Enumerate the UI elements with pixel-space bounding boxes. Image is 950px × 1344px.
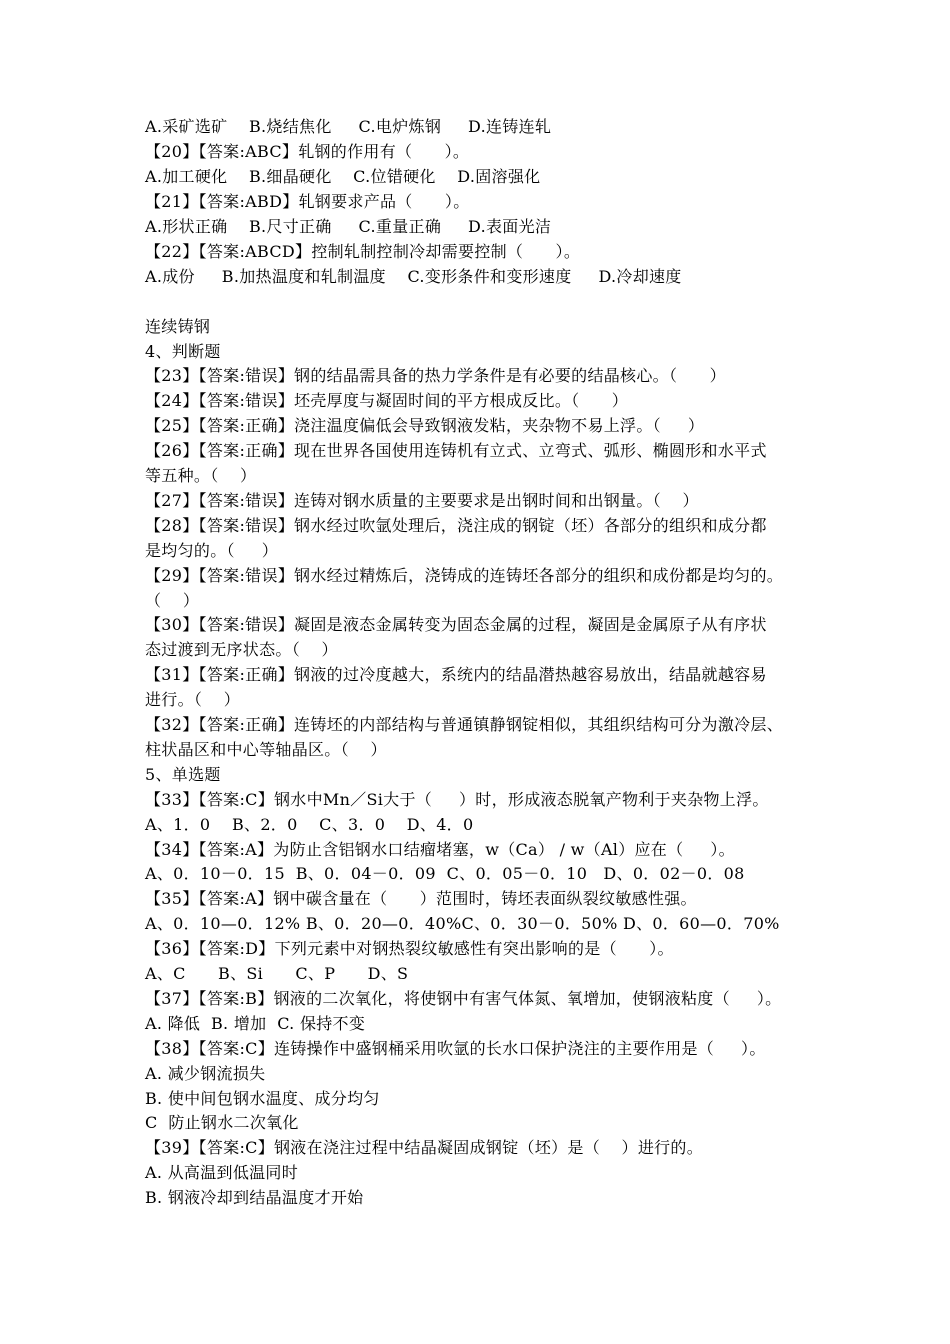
text-line: A.成份 B.加热温度和轧制温度 C.变形条件和变形速度 D.冷却速度	[145, 267, 682, 286]
section-heading: 4、判断题	[145, 342, 221, 361]
text-line: 【32】【答案:正确】连铸坯的内部结构与普通镇静钢锭相似，其组织结构可分为激冷层、	[145, 715, 784, 734]
text-line: 【26】【答案:正确】现在世界各国使用连铸机有立式、立弯式、弧形、椭圆形和水平式	[145, 441, 767, 460]
text-line: 【20】【答案:ABC】轧钢的作用有（ ）。	[145, 142, 470, 161]
text-line: 【38】【答案:C】连铸操作中盛钢桶采用吹氩的长水口保护浇注的主要作用是（ ）。	[145, 1039, 766, 1058]
text-line: 【28】【答案:错误】钢水经过吹氩处理后，浇注成的钢锭（坯）各部分的组织和成分都	[145, 516, 767, 535]
text-line: B. 使中间包钢水温度、成分均匀	[145, 1089, 380, 1108]
text-line: 进行。（ ）	[145, 690, 241, 709]
text-line: A、0．10－0．15 B、0．04－0．09 C、0．05－0．10 D、0．02－0．08	[145, 864, 745, 883]
text-line: A、0．10—0．12% B、0．20—0．40%C、0．30－0．50% D、0．60—0．70%	[145, 914, 780, 933]
text-line: 【36】【答案:D】下列元素中对钢热裂纹敏感性有突出影响的是（ ）。	[145, 939, 674, 958]
text-line: 态过渡到无序状态。（ ）	[145, 640, 338, 659]
text-line: A. 减少钢流损失	[145, 1064, 266, 1083]
text-line: C 防止钢水二次氧化	[145, 1113, 299, 1132]
text-line: 等五种。（ ）	[145, 466, 257, 485]
text-line: 【24】【答案:错误】坯壳厚度与凝固时间的平方根成反比。（ ）	[145, 391, 629, 410]
text-line: 柱状晶区和中心等轴晶区。（ ）	[145, 740, 387, 759]
text-line: A. 降低 B. 增加 C. 保持不变	[145, 1014, 366, 1033]
text-line: 【39】【答案:C】钢液在浇注过程中结晶凝固成钢锭（坯）是（ ）进行的。	[145, 1138, 704, 1157]
text-line: 【30】【答案:错误】凝固是液态金属转变为固态金属的过程，凝固是金属原子从有序状	[145, 615, 767, 634]
text-line: A、1．0 B、2．0 C、3．0 D、4．0	[145, 815, 474, 834]
section-heading: 连续铸钢	[145, 317, 211, 336]
text-line: B. 钢液冷却到结晶温度才开始	[145, 1188, 364, 1207]
text-line: 【29】【答案:错误】钢水经过精炼后，浇铸成的连铸坯各部分的组织和成份都是均匀的。	[145, 566, 784, 585]
text-line: A.形状正确 B.尺寸正确 C.重量正确 D.表面光洁	[145, 217, 552, 236]
text-line: 【37】【答案:B】钢液的二次氧化，将使钢中有害气体氮、氧增加，使钢液粘度（ ）。	[145, 989, 782, 1008]
text-line: 【34】【答案:A】为防止含铝钢水口结瘤堵塞，w（Ca） / w（Al）应在（ ）。	[145, 840, 735, 859]
text-line: 是均匀的。（ ）	[145, 541, 279, 560]
text-line: 【22】【答案:ABCD】控制轧制控制冷却需要控制（ ）。	[145, 242, 581, 261]
text-line: A.采矿选矿 B.烧结焦化 C.电炉炼钢 D.连铸连轧	[145, 117, 552, 136]
text-line: 【27】【答案:错误】连铸对钢水质量的主要要求是出钢时间和出钢量。（ ）	[145, 491, 699, 510]
text-line: （ ）	[145, 591, 200, 610]
text-line: 【25】【答案:正确】浇注温度偏低会导致钢液发粘，夹杂物不易上浮。（ ）	[145, 416, 705, 435]
text-line: 【35】【答案:A】钢中碳含量在（ ）范围时，铸坯表面纵裂纹敏感性强。	[145, 889, 697, 908]
text-line: 【23】【答案:错误】钢的结晶需具备的热力学条件是有必要的结晶核心。（ ）	[145, 366, 726, 385]
text-line: A. 从高温到低温同时	[145, 1163, 299, 1182]
text-line: 【21】【答案:ABD】轧钢要求产品（ ）。	[145, 192, 470, 211]
text-line: 【31】【答案:正确】钢液的过冷度越大，系统内的结晶潜热越容易放出，结晶就越容易	[145, 665, 767, 684]
section-heading: 5、单选题	[145, 765, 221, 784]
text-line: A、C B、Si C、P D、S	[145, 964, 409, 983]
text-line: 【33】【答案:C】钢水中Mn／Si大于（ ）时，形成液态脱氧产物利于夹杂物上浮。	[145, 790, 769, 809]
text-line: A.加工硬化 B.细晶硬化 C.位错硬化 D.固溶强化	[145, 167, 541, 186]
